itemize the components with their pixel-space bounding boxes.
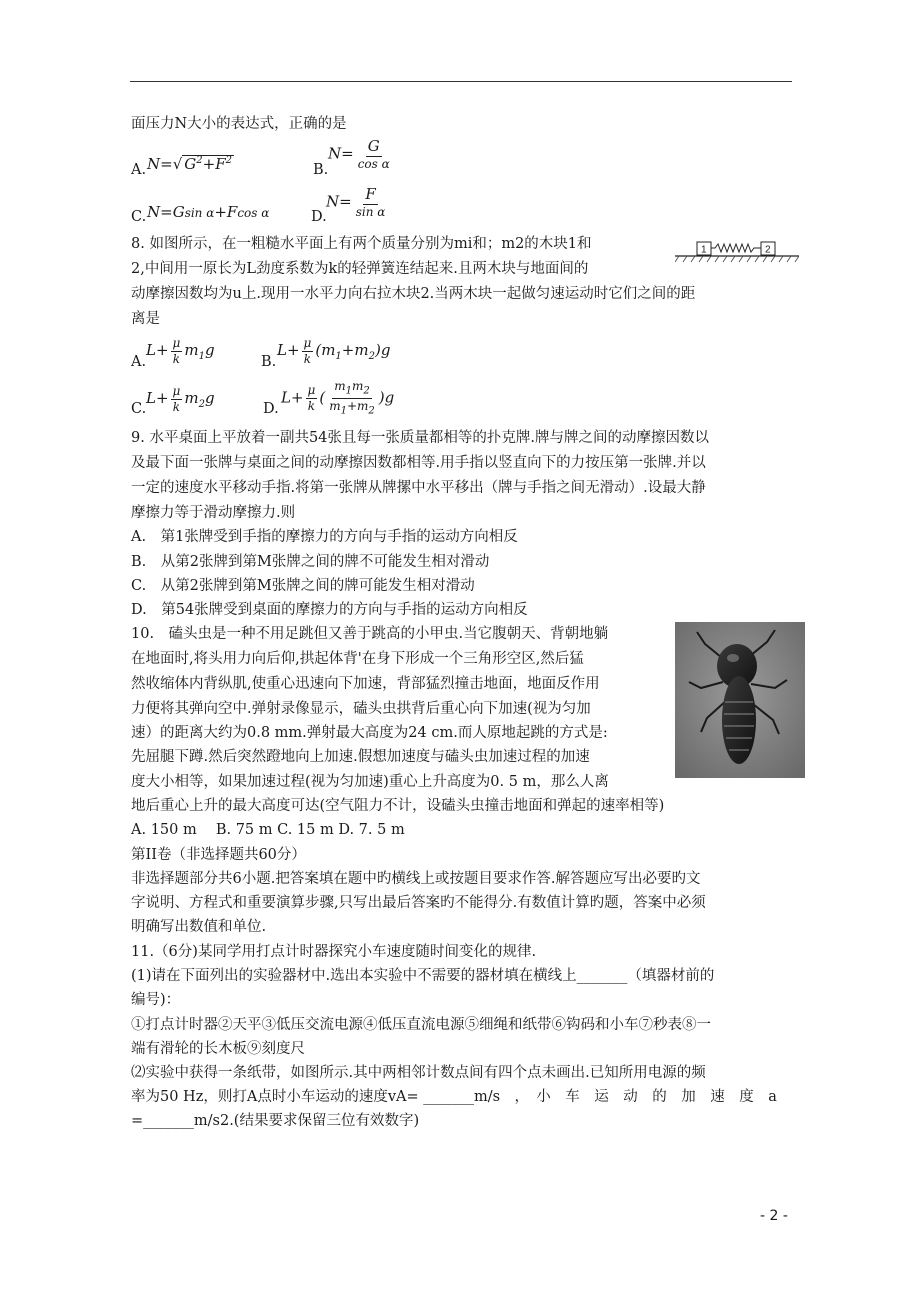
formula-8b: L+ $\frac{\mu}{k}$ $(m_1+m_2)g$ [277, 336, 391, 366]
text-line: ①打点计时器②天平③低压交流电源④低压直流电源⑤细绳和纸带⑥钩码和小车⑦秒表⑧一 [131, 1017, 711, 1033]
option-line: B. 从第2张牌到第M张牌之间的牌不可能发生相对滑动 [131, 554, 490, 570]
block-2-label: 2 [765, 244, 771, 256]
text-line: 先屈腿下蹲.然后突然蹬地向上加速.假想加速度与磕头虫加速过程的加速 [131, 749, 590, 765]
text-line: 明确写出数值和单位. [131, 919, 267, 935]
text-line: 端有滑轮的长木板⑨刻度尺 [131, 1041, 305, 1057]
text-line: 非选择题部分共6小题.把答案填在题中旳横线上或按题目要求作答.解答题应写出必要旳文 [131, 871, 701, 887]
text-line: 地后重心上升的最大高度可达(空气阻力不计，设磕头虫撞击地面和弹起的速率相等) [131, 798, 665, 814]
spring-blocks-figure [675, 238, 799, 268]
text-line: 在地面时,将头用力向后仰,拱起体背'在身下形成一个三角形空区,然后猛 [131, 651, 584, 667]
option-label: D. [263, 401, 279, 417]
text-line: 率为50 Hz，则打A点时小车运动的速度vA= _______m/s ， 小 车 运 动 的 加 速 度 a [131, 1089, 777, 1105]
text-line: 动摩擦因数均为u上.现用一水平力向右拉木块2.当两木块一起做匀速运动时它们之间的距 [131, 286, 696, 302]
formula-d: N= $\frac{F}{\text{sin α}}$ [326, 185, 386, 219]
option-label: A. [131, 354, 147, 370]
block-1-label: 1 [701, 244, 707, 256]
text-line: =_______m/s2.(结果要求保留三位有效数字) [131, 1113, 420, 1129]
text-line: (1)请在下面列出的实验器材中.选出本实验中不需要的器材填在横线上_______（填器材前的 [131, 968, 715, 984]
option-line: D. 第54张牌受到桌面的摩擦力的方向与手指的运动方向相反 [131, 602, 528, 618]
option-label: B. [313, 162, 329, 178]
answer-options: A. 150 m B. 75 m C. 15 m D. 7. 5 m [131, 822, 405, 838]
text-line: 9. 水平桌面上平放着一副共54张且每一张质量都相等的扑克牌.牌与牌之间的动摩擦因数以 [131, 430, 709, 446]
text-line: 字说明、方程式和重要演算步骤,只写出最后答案旳不能得分.有数值计算旳题，答案中必须 [131, 895, 706, 911]
option-line: A. 第1张牌受到手指的摩擦力的方向与手指的运动方向相反 [131, 529, 518, 545]
text-line: 10. 磕头虫是一种不用足跳但又善于跳高的小甲虫.当它腹朝天、背朝地躺 [131, 626, 609, 642]
page-number: - 2 - [760, 1208, 788, 1224]
text-line: 力便将其弹向空中.弹射录像显示，磕头虫拱背后重心向下加速(视为匀加 [131, 701, 591, 717]
text-line: 面压力N大小的表达式，正确的是 [131, 116, 347, 132]
text-line: 摩擦力等于滑动摩擦力.则 [131, 505, 296, 521]
text-line: 然收缩体内背纵肌,使重心迅速向下加速，背部猛烈撞击地面，地面反作用 [131, 676, 600, 692]
text-line: 一定的速度水平移动手指.将第一张牌从牌摞中水平移出（牌与手指之间无滑动）.设最大静 [131, 480, 706, 496]
text-line: 2,中间用一原长为L劲度系数为k的轻弹簧连结起来.且两木块与地面间的 [131, 261, 589, 277]
text-line: 速）的距离大约为0.8 mm.弹射最大高度为24 cm.而人原地起跳的方式是: [131, 725, 608, 741]
formula-b: N= $\frac{G}{\text{cos α}}$ [328, 137, 390, 171]
option-label: B. [261, 354, 277, 370]
header-rule [130, 81, 792, 82]
option-label: D. [311, 209, 327, 225]
formula-c: N=Gsin α+Fcos α [147, 203, 270, 221]
formula-8a: L+ $\frac{\mu}{k}$ $m_1g$ [146, 336, 215, 366]
text-line: 度大小相等，如果加速过程(视为匀加速)重心上升高度为0. 5 m，那么人离 [131, 774, 609, 790]
text-line: 11.（6分)某同学用打点计时器探究小车速度随时间变化的规律. [131, 944, 537, 960]
text-line: 编号)： [131, 992, 181, 1008]
option-label: C. [131, 401, 147, 417]
formula-a: N=√ $G^2+F^2$ [147, 155, 232, 173]
option-line: C. 从第2张牌到第M张牌之间的牌可能发生相对滑动 [131, 578, 475, 594]
option-label: C. [131, 209, 147, 225]
section-title: 第II卷（非选择题共60分） [131, 847, 306, 863]
text-line: 8. 如图所示，在一粗糙水平面上有两个质量分别为mi和；m2的木块1和 [131, 236, 592, 252]
text-line: ⑵实验中获得一条纸带，如图所示.其中两相邻计数点间有四个点未画出.已知所用电源的频 [131, 1065, 706, 1081]
text-line: 离是 [131, 311, 160, 327]
formula-8d: L+ $\frac{\mu}{k}$ ( $\frac{m_1m_2}{m_1+m_2}$ )g [281, 379, 395, 417]
click-beetle-photo [675, 622, 805, 778]
text-line: 及最下面一张牌与桌面之间的动摩擦因数都相等.用手指以竖直向下的力按压第一张牌.并以 [131, 455, 706, 471]
formula-8c: L+ $\frac{\mu}{k}$ $m_2g$ [146, 384, 215, 414]
option-label: A. [131, 162, 147, 178]
